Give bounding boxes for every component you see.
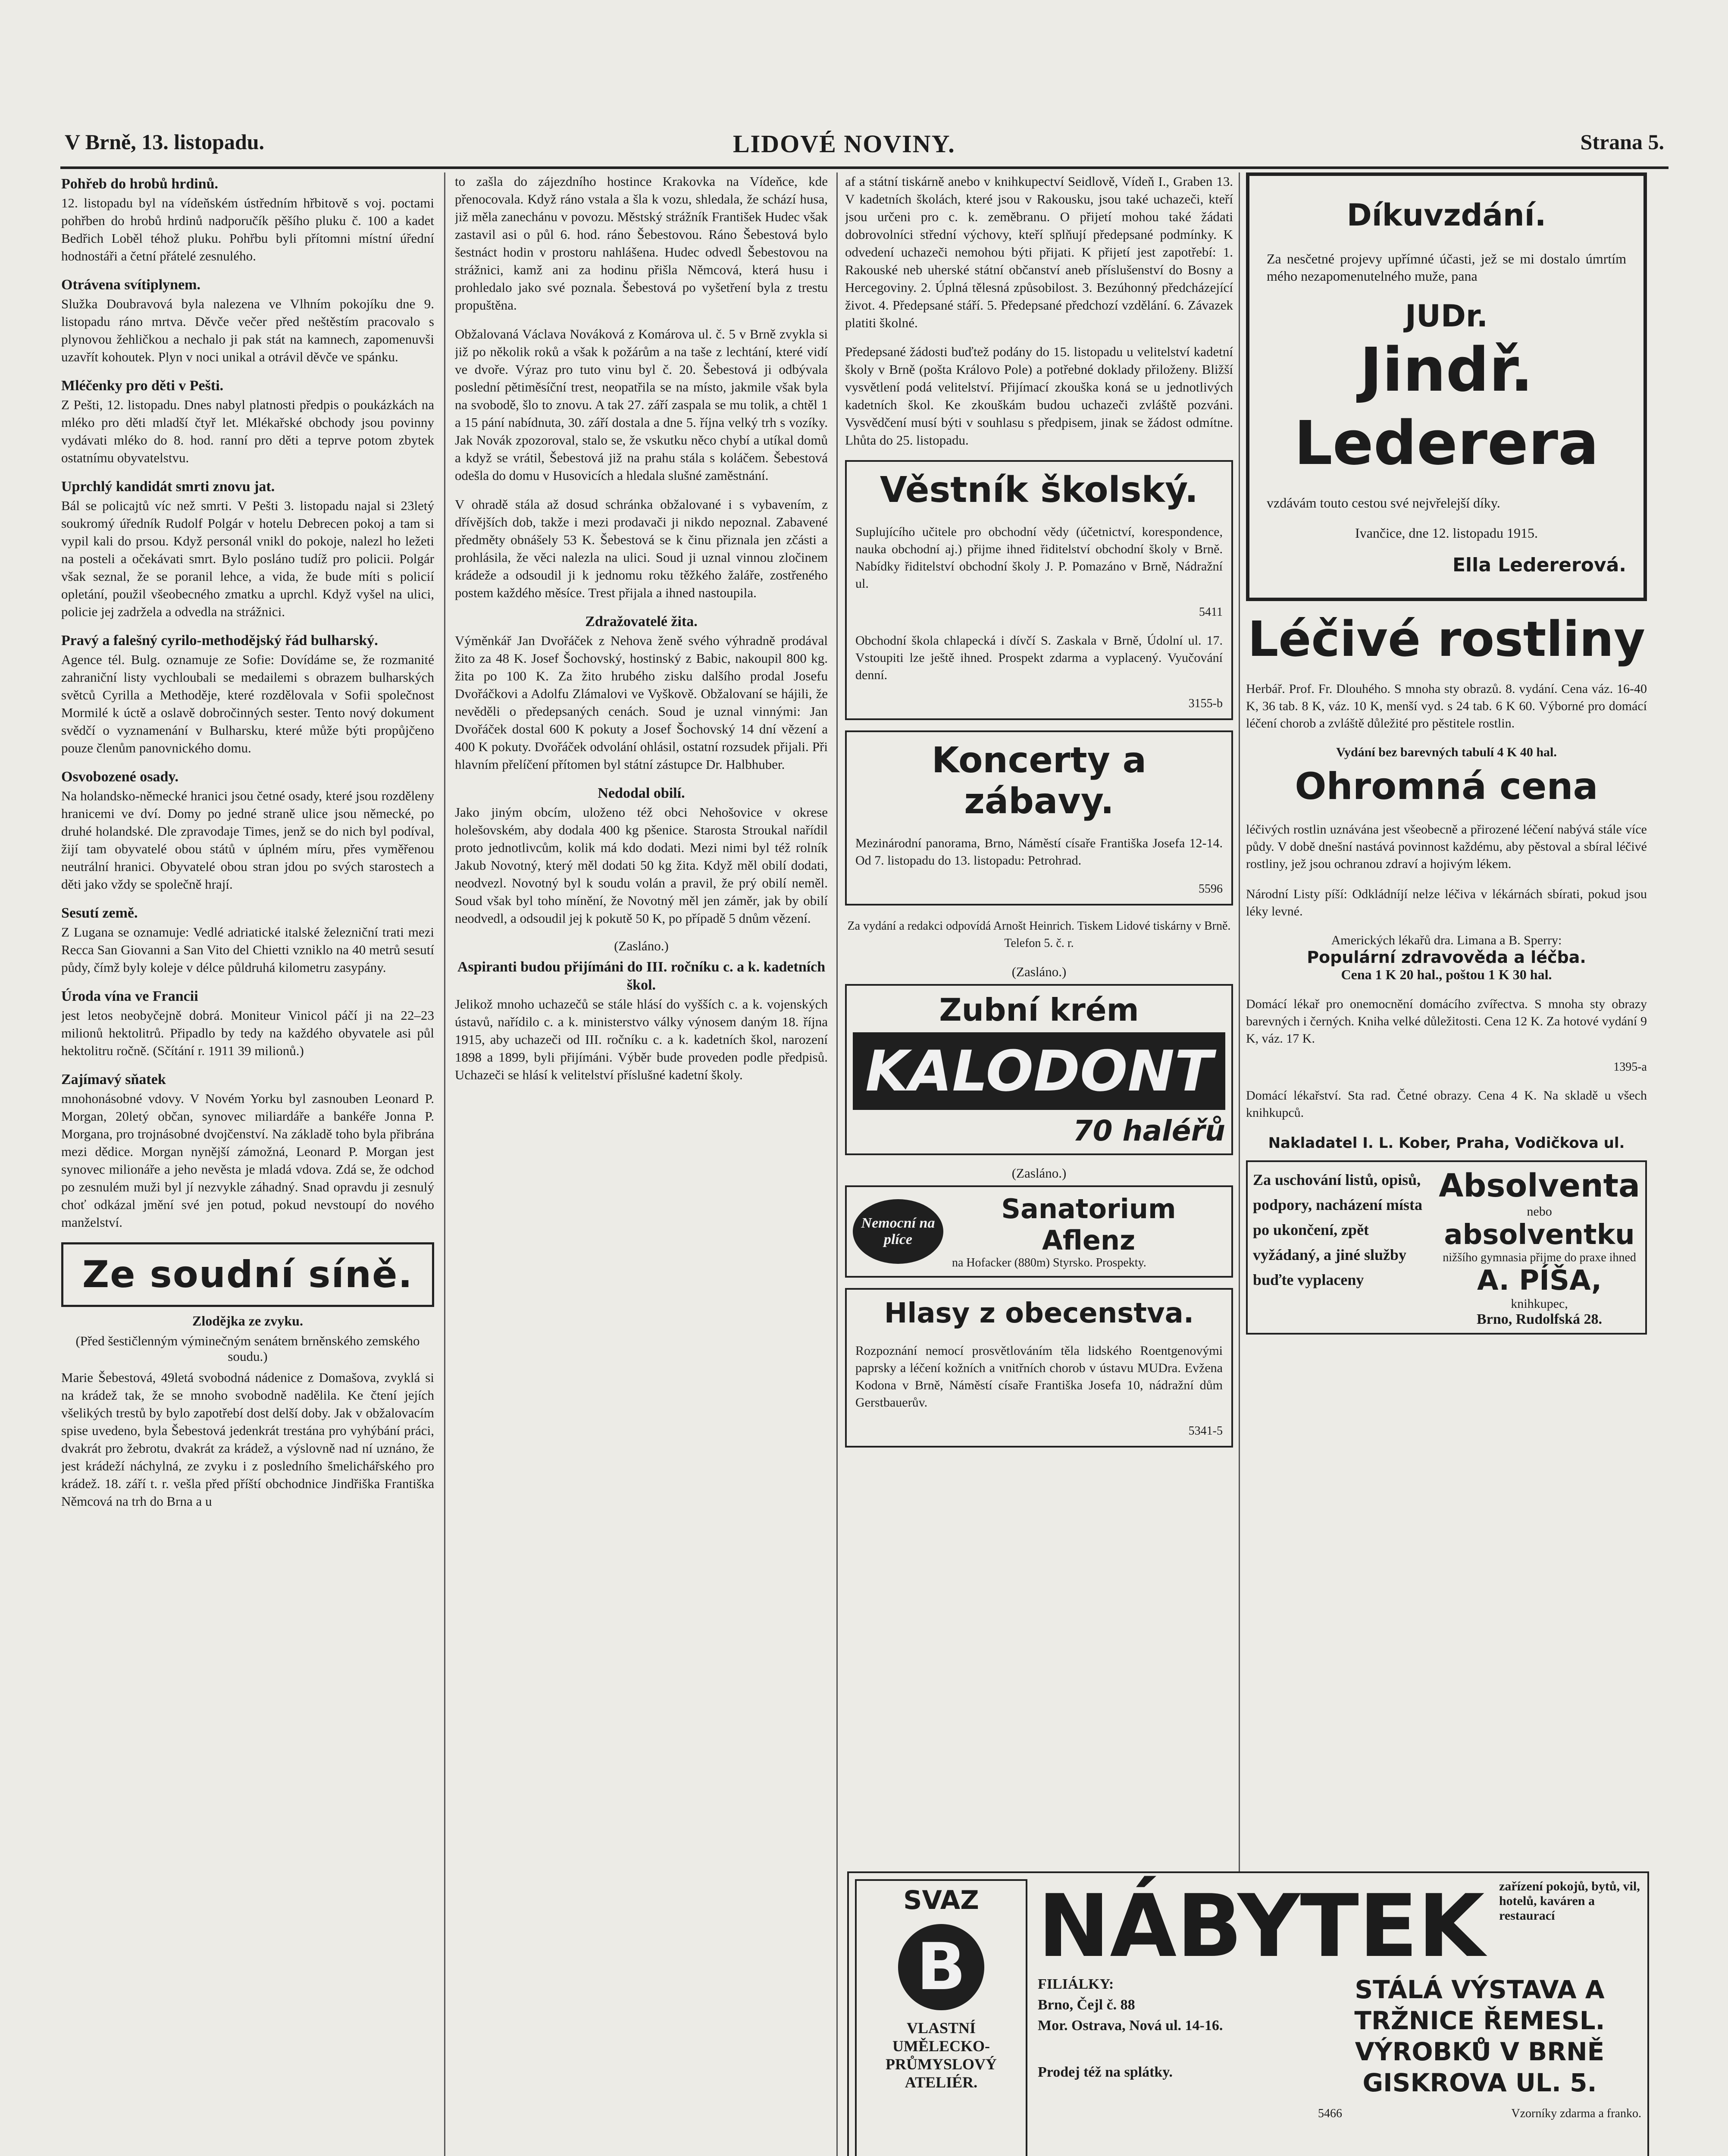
- article-heading: Úroda vína ve Francii: [61, 988, 198, 1004]
- nabytek-logo-top: SVAZ: [903, 1885, 979, 1915]
- article-text: Jako jiným obcím, uloženo též obci Nehošovice v okrese holešovském, aby dodala 400 kg pšenice. Starosta Stroukal nařídil proto jednotlivcům, kolik má kdo dodati. Mezi nimi byl též rolník Jakub Novotný, který měl dodati 50 kg žita. Když měl obilí dodati, neodvezl. Novotný byl k soudu volán a pravil, že prý obilí neměl. Soud však byl toho mínění, že Novotný měl jen záměr, jak by obilí neodvedl, a odsoudil jej k pokutě 50 K, po případě 5 dnům vězení.: [455, 805, 828, 926]
- nabytek-ad: [847, 1871, 1649, 2156]
- article: [61, 478, 434, 620]
- absolvent-ad: [1246, 1160, 1647, 1335]
- dekovani-name: Jindř. Lederera: [1294, 335, 1599, 479]
- court-article-text: Marie Šebestová, 49letá svobodná nádenice z Domašova, zvyklá si na krádež tak, že se mnoho svobodně nadělila. Ke čtení jejích všelikých trestů by bylo zapotřebí dost delší doby. Jak v obžalovacím spise uvedeno, byla Šebestová jedenkrát trestána pro vyhýbání práci, dvakrát pro žebrotu, dvakrát za krádež, a výslovně nad ní uznáno, že jest krádeží náchylná, ze zvyku i z posledního šmelichářského pro krádež. 18. září t. r. vešla před příští obchodnice Jindřiška Františka Němcová na trh do Brna a u: [61, 1370, 434, 1509]
- article-heading: Mléčenky pro děti v Pešti.: [61, 378, 224, 394]
- absolvent-or: nebo: [1527, 1204, 1552, 1219]
- nabytek-installments: Prodej též na splátky.: [1038, 2064, 1173, 2080]
- sanatorium-address: na Hofacker (880m) Styrsko. Prospekty.: [952, 1256, 1146, 1269]
- ohromna-publisher: Nakladatel I. L. Kober, Praha, Vodičkova ul.: [1268, 1134, 1625, 1152]
- article: [61, 175, 434, 265]
- zaslano-label: (Zasláno.): [614, 938, 669, 953]
- hlasy-text: Rozpoznání nemocí prosvětlováním těla lidského Roentgenovými paprsky a léčení kožních a vnitřních chorob v ústavu MUDra. Evžena Kodona v Brně, Náměstí císaře Františka Josefa 10, nádražní dům Gerstbauerův.: [855, 1344, 1223, 1410]
- masthead: [65, 129, 1664, 166]
- article: [455, 613, 828, 773]
- article-text: af a státní tiskárně anebo v knihkupectví Seidlově, Vídeň I., Graben 13. V kadetních školách, které jsou v Rakousku, jsou také uchazeči, kteří jsou určeni pro c. k. zeměbranu. O přijetí mohou také žádati dobrovolníci střední výchovy, kteří splňují předepsané podmínky. K odvedení uchazeči nemohou býti přijati. K přijetí jest zapotřebí: 1. Rakouské neb uherské státní občanství aneb příslušenství do Bosny a Hercegoviny. 2. Úplná tělesná způsobilost. 3. Bezúhonný předcházející život. 4. Předepsané stáří. 5. Předepsané předchozí vzdělání. 6. Závazek platiti školné.: [845, 174, 1233, 330]
- article-text: jest letos neobyčejně dobrá. Moniteur Vinicol páčí ji na 22–23 milionů hektolitrů. Připadlo by tedy na každého obyvatele asi půl hektolitru ročně. (Sčítání r. 1911 39 milionů.): [61, 1008, 434, 1058]
- absolvent-title-1: Absolventa: [1439, 1167, 1640, 1204]
- kalodont-price: 70 haléřů: [1073, 1114, 1225, 1147]
- dekovani-text-2: vzdávám touto cestou své nejvřelejší díky.: [1267, 495, 1500, 511]
- article: [61, 987, 434, 1059]
- article-heading: Pravý a falešný cyrilo-methodějský řád bulharský.: [61, 633, 378, 649]
- article-heading: Zajímavý sňatek: [61, 1072, 166, 1087]
- nabytek-title: NÁBYTEK: [1038, 1876, 1485, 1977]
- article: [455, 172, 828, 314]
- ohromna-code: 1395-a: [1613, 1060, 1647, 1074]
- column-divider: [1239, 172, 1240, 2156]
- court-note: (Před šestičlenným výminečným senátem brněnského zemského soudu.): [75, 1333, 420, 1364]
- article: [455, 325, 828, 484]
- article-text: Služka Doubravová byla nalezena ve Vlhním pokojíku dne 9. listopadu ráno mrtva. Děvče večer před neštěstím pracovalo s plynovou žehličkou a nechalo ji pak stát na kamnech, zapomenuvši uzavřít kohoutek. Plyn v noci unikal a otrávil děvče ve spánku.: [61, 296, 434, 364]
- zaslano-label: (Zasláno.): [1011, 964, 1067, 979]
- zaslano-label: (Zasláno.): [1011, 1166, 1067, 1181]
- lecive-text: Herbář. Prof. Fr. Dlouhého. S mnoha sty obrazů. 8. vydání. Cena váz. 16-40 K, 36 tab. 8 K, váz. 10 K, menší vyd. s 24 tab. 6 K 60. Výborné pro domácí léčení chorob a zvláště důležité pro pěstitele rostlin.: [1246, 682, 1647, 730]
- impressum: Za vydání a redakci odpovídá Arnošt Heinrich. Tiskem Lidové tiskárny v Brně. Telefon 5. č. r.: [847, 919, 1231, 950]
- dekovani-text: Za nesčetné projevy upřímné účasti, jež se mi dostalo úmrtím mého nezapomenutelného muže, pana: [1267, 251, 1626, 284]
- absolvent-name: A. PÍŠA,: [1477, 1265, 1602, 1297]
- article-text: Předepsané žádosti buďtež podány do 15. listopadu u velitelství kadetní školy v Brně (pošta Královo Pole) a potřebné doklady přiloženy. Bližší vysvětlení podá velitelství. Přijímací zkouška koná se u jednotlivých kadetních škol. Ke zkouškám budou uchazeči zvláště pozváni. Vysvědčení musí býti v souhlasu s předpisem, jinak se žádost odmítne. Lhůta do 25. listopadu.: [845, 344, 1233, 448]
- article-text: Z Lugana se oznamuje: Vedlé adriatické italské železniční trati mezi Recca San Giovanni a San Vito del Chietti vzniklo na 40 metrů sesutí půdy, čímž byly koleje v délce půldruhá kilometru zasypány.: [61, 924, 434, 975]
- section-title-court: Ze soudní síně.: [61, 1242, 434, 1307]
- vestnik-box: [845, 460, 1233, 720]
- vestnik-code-1: 5411: [1199, 605, 1223, 619]
- article-heading: Uprchlý kandidát smrti znovu jat.: [61, 479, 275, 495]
- aspiranti-heading: Aspiranti budou přijímáni do III. ročníku c. a k. kadetních škol.: [457, 959, 826, 993]
- article: [61, 276, 434, 366]
- ohromna-book: Populární zdravověda a léčba.: [1307, 948, 1586, 967]
- ohromna-text-4: Domácí lékařství. Sta rad. Četné obrazy. Cena 4 K. Na skladě u všech knihkupců.: [1246, 1088, 1647, 1120]
- dekovani-place: Ivančice, dne 12. listopadu 1915.: [1355, 525, 1538, 541]
- hlasy-code: 5341-5: [1188, 1424, 1223, 1438]
- article-text: to zašla do zájezdního hostince Krakovka na Vídeňce, kde přenocovala. Když ráno vstala a šla k vozu, shledala, že schází husa, již měla zanechánu v povozu. Městský strážník František Hudec však zastavil asi o půl 6. hod. ráno Šebestovou. Ráno Šebestová bylo šestnáct hodin v prostoru nahlášena. Hudec odvedl Šebestovou na strážnici, kamž ani za hodinu přišla Němcová, která husu i prohledalo jako své poznala. Šebestová po vyšetření byla z trestu propuštěna.: [455, 174, 828, 313]
- article-heading: Osvobozené osady.: [61, 769, 179, 785]
- article-heading: Sesutí země.: [61, 905, 138, 921]
- article: [455, 784, 828, 927]
- column-2: [455, 172, 828, 2156]
- ohromna-author: Amerických lékařů dra. Limana a B. Sperry:: [1331, 933, 1562, 947]
- lecive-note: Vydání bez barevných tabulí 4 K 40 hal.: [1336, 745, 1557, 759]
- article: [845, 343, 1233, 449]
- sanatorium-ad: [845, 1185, 1233, 1278]
- article: [455, 495, 828, 602]
- article: [61, 632, 434, 757]
- hlasy-title: Hlasy z obecenstva.: [884, 1297, 1194, 1329]
- article-text: Na holandsko-německé hranici jsou četné osady, které jsou rozděleny hranicemi ve dví. Domy po jedné straně ulice jsou německé, po druhé holandské. Dle zpravodaje Times, jenž se do nich byl podíval, žijí tam obyvatelé obou států v úplném míru, přes vyměřenou neutrální hranici. Obyvatelé obou stran jdou po svých starostech a děti jako vždy se společně hrají.: [61, 788, 434, 892]
- article-text: Agence tél. Bulg. oznamuje ze Sofie: Dovídáme se, že rozmanité zahraniční listy vychloubali se medailemi s obrazem bulharských světců Cyrilla a Methoděje, které rozdělovala v Sofii společnost Mormilé k úctě a oslavě dobročinných sester. Tento nový dokument svědčí o vyznamenání v Bulharsku, které může býti propůjčeno pouze členům panovnického domu.: [61, 652, 434, 755]
- nabytek-samples: Vzorníky zdarma a franko.: [1511, 2107, 1641, 2120]
- absolvent-address: Brno, Rudolfská 28.: [1477, 1311, 1603, 1327]
- article: [61, 768, 434, 893]
- article-text: Z Pešti, 12. listopadu. Dnes nabyl platnosti předpis o poukázkách na mléko pro děti mladší čtyř let. Mlékařské obchody jsou povinny vydávati mléko do 8. hod. ranní pro děti a teprve potom zbytek ostatnímu obyvatelstvu.: [61, 397, 434, 465]
- ohromna-text: léčivých rostlin uznávána jest všeobecně a přirozené léčení nabývá stále více půdy. V době dnešní nastává povinnost každému, aby pěstoval a sbíral léčivé rostliny, jež jsou ochranou zdraví a hojivým lékem.: [1246, 822, 1647, 871]
- koncerty-box: [845, 730, 1233, 906]
- article-text: Výměnkář Jan Dvořáček z Nehova ženě svého výhradně prodával žito za 48 K. Josef Šochovský, hostinský z Babic, nakoupil 800 kg. žita po 100 K. Za žito hrubého zisku dalšího prodal Josefu Dvořáčkovi a Adolfu Zlámalovi ve Vyškově. Obžalovaní se hájili, že nevěděli o předepsaných cenách. Soud je uznal vinnými: Jan Dvořáček dostal 600 K pokuty a Josef Šochovský 14 dní vězení a 400 K pokuty. Dvořáček odvolání ohlásil, ostatní rozsudek přijali. Při hlavním přelíčení přítomen byl státní zástupce Dr. Halbhuber.: [455, 633, 828, 772]
- aspiranti-text: Jelikož mnoho uchazečů se stále hlásí do vyšších c. a k. vojenských ústavů, nařídilo c. a k. ministerstvo války výnosem daným 18. října 1915, aby uchazeči od III. ročníku c. a k. kadetních škol, narození 1898 a 1899, byli přijímáni. Výběr bude proveden podle předpisů. Uchazeči se hlásí k velitelství příslušné kadetní školy.: [455, 997, 828, 1082]
- article-heading: Pohřeb do hrobů hrdinů.: [61, 176, 219, 192]
- newspaper-title: LIDOVÉ NOVINY.: [733, 130, 955, 158]
- sanatorium-badge: Nemocní na plíce: [853, 1199, 943, 1264]
- nabytek-filialky: FILIÁLKY:: [1038, 1976, 1114, 1992]
- article-heading: Otrávena svítiplynem.: [61, 277, 200, 293]
- article-text: 12. listopadu byl na vídeňském ústředním hřbitově s voj. poctami pohřben do hrobů hrdinů nadporučík pěšího pluku č. 100 a kadet Bedřich Loběl téhož pluku. Pohřbu byli přítomni místní úřední hodnostáři a četní přátelé zesnulého.: [61, 195, 434, 263]
- article: [61, 1071, 434, 1231]
- kalodont-ad: [845, 984, 1233, 1155]
- vestnik-code-2: 3155-b: [1188, 697, 1223, 710]
- dekovani-signature: Ella Ledererová.: [1452, 554, 1626, 576]
- column-4: [1246, 172, 1647, 2156]
- kalodont-brand: KALODONT: [853, 1032, 1225, 1110]
- vestnik-title: Věstník školský.: [880, 470, 1199, 511]
- article-text: Bál se policajtů víc než smrti. V Pešti 3. listopadu najal si 23letý soukromý úředník Rudolf Polgár v hotelu Debrecen pokoj a tam si vypil kali do prsou. Když personál vnikl do pokoje, nalezl ho ležeti na posteli a očekávati smrt. Bylo posláno tudíž pro policii. Polgár však seznal, že se poranil lehce, a vida, že bude míti s policií opletání, použil všeobecného zmatku a uprchl. Když vyšel na ulici, policie jej zadržela a odvedla na strážnici.: [61, 498, 434, 619]
- court-subheading: Zlodějka ze zvyku.: [192, 1313, 303, 1329]
- ohromna-price: Cena 1 K 20 hal., poštou 1 K 30 hal.: [1341, 967, 1552, 982]
- dekovani-title: Díkuvzdání.: [1346, 197, 1546, 233]
- absolvent-left-text: Za uschování listů, opisů, podpory, nacházení místa po ukončení, zpět vyžádaný, a jiné služby buďte vyplaceny: [1253, 1171, 1423, 1288]
- koncerty-code: 5596: [1199, 882, 1223, 896]
- nabytek-logo: [855, 1879, 1027, 2156]
- article: [61, 377, 434, 467]
- article-heading: Zdražovatelé žita.: [585, 614, 698, 630]
- absolvent-desc: knihkupec,: [1511, 1297, 1568, 1311]
- nabytek-side: zařízení pokojů, bytů, vil, hotelů, kaváren a restaurací: [1499, 1879, 1640, 1923]
- column-3: [845, 172, 1233, 2156]
- kalodont-title: Zubní krém: [939, 992, 1139, 1028]
- article: [61, 904, 434, 976]
- nabytek-logo-letter: B: [898, 1924, 984, 2010]
- vestnik-text-2: Obchodní škola chlapecká i dívčí S. Zaskala v Brně, Údolní ul. 17. Vstoupiti lze ještě ihned. Prospekt zdarma a vyplacený. Vyučování denní.: [855, 633, 1223, 682]
- column-1: [61, 172, 434, 2156]
- nabytek-branch-1: Brno, Čejl č. 88: [1038, 1997, 1135, 2013]
- column-divider: [444, 172, 445, 2156]
- column-divider: [836, 172, 838, 2156]
- issue-date: V Brně, 13. listopadu.: [65, 130, 265, 154]
- ohromna-text-2: Národní Listy píší: Odkládníjí nelze léčiva v lékárnách sbírati, pokud jsou léky levné.: [1246, 887, 1647, 918]
- dekovani-ad: [1246, 172, 1647, 601]
- ohromna-title: Ohromná cena: [1295, 765, 1598, 808]
- article-text: Obžalovaná Václava Nováková z Komárova ul. č. 5 v Brně zvykla si již po několik roků a však k požárům a na taše z lechtání, které vidí ve dvoře. Výraz pro tuto vinu byl č. 20. Šebestová ji odbývala poslední pětiměsíční trest, neopatřila se na místo, jakmile však byla na svobodě, šlo to znovu. A tak 27. září zaspala se mu tolik, a chtěl 1 a 15 pání nabídnuta, 30. září dostala a dne 5. října velký trh s vozíky. Jak Novák zpozoroval, stalo se, že vskutku něco chybí a utíkal domů a když se vrátil, Šebestová již na prahu stála s koláčem. Šebestová odešla do domu v Husovicích a hledala slušné zaměstnání.: [455, 326, 828, 483]
- hlasy-box: [845, 1288, 1233, 1448]
- article-text: V ohradě stála až dosud schránka obžalované i s vybavením, z dřívějších dob, takže i mezi prodavači ji nikdo nepoznal. Zabavené předměty obnášely 53 K. Šebestová se k činu přiznala jen zčásti a prohlásila, že věci nalezla na ulici. Soud ji uznal vinnou zločinem krádeže a odsoudil ji k jednomu roku těžkého žaláře, zostřeného postem každého měsíce. Trest přijala a ihned nastoupila.: [455, 497, 828, 600]
- lecive-title: Léčivé rostliny: [1248, 611, 1645, 667]
- page-number: Strana 5.: [1580, 130, 1664, 154]
- vestnik-text-1: Suplujícího učitele pro obchodní vědy (účetnictví, korespondence, nauka obchodní aj.) přijme ihned řiditelství obchodní školy v Brně. Nabídky řiditelství obchodní školy J. P. Pomazáno v Brně, Nádražní ul.: [855, 525, 1223, 591]
- masthead-rule: [60, 166, 1669, 169]
- article-heading: Nedodal obilí.: [598, 785, 685, 801]
- nabytek-branch-2: Mor. Ostrava, Nová ul. 14-16.: [1038, 2018, 1223, 2034]
- absolvent-title-2: absolventku: [1444, 1219, 1635, 1251]
- nabytek-logo-bottom: VLASTNÍ UMĚLECKO-PRŮMYSLOVÝ ATELIÉR.: [886, 2019, 997, 2091]
- article-text: mnohonásobné vdovy. V Novém Yorku byl zasnouben Leonard P. Morgan, 20letý občan, synovec miliardáře a bankéře Jonna P. Morgana, pro trojnásobné dvojčenství. Na základě toho byla přibrána mezi dědice. Morgan nynější zámožná, Leonard P. Morgan jest synovec milionáře a jeho nevěsta je mladá vdova. Zdá se, že odchod po zesnulém muži byl jí nezvykle záhadný. Snad opravdu ji zesnulý choť odkázal jmění své jen potud, pokud nevstoupí do nového manželství.: [61, 1091, 434, 1230]
- nabytek-exhibition: STÁLÁ VÝSTAVA A TRŽNICE ŘEMESL. VÝROBKŮ V BRNĚ GISKROVA UL. 5.: [1354, 1975, 1605, 2097]
- dekovani-name-prefix: JUDr.: [1405, 298, 1488, 334]
- koncerty-title: Koncerty a zábavy.: [931, 740, 1146, 822]
- nabytek-code: 5466: [1318, 2107, 1342, 2120]
- koncerty-text: Mezinárodní panorama, Brno, Náměstí císaře Františka Josefa 12-14. Od 7. listopadu do 13. listopadu: Petrohrad.: [855, 836, 1223, 868]
- sanatorium-title: Sanatorium Aflenz: [1001, 1193, 1176, 1256]
- ohromna-text-3: Domácí lékař pro onemocnění domácího zvířectva. S mnoha sty obrazy barevných i černých. Kniha velké důležitosti. Cena 12 K. Za hotové vydání 9 K, váz. 17 K.: [1246, 997, 1647, 1046]
- article: [845, 172, 1233, 332]
- absolvent-text: nižšího gymnasia přijme do praxe ihned: [1443, 1251, 1636, 1264]
